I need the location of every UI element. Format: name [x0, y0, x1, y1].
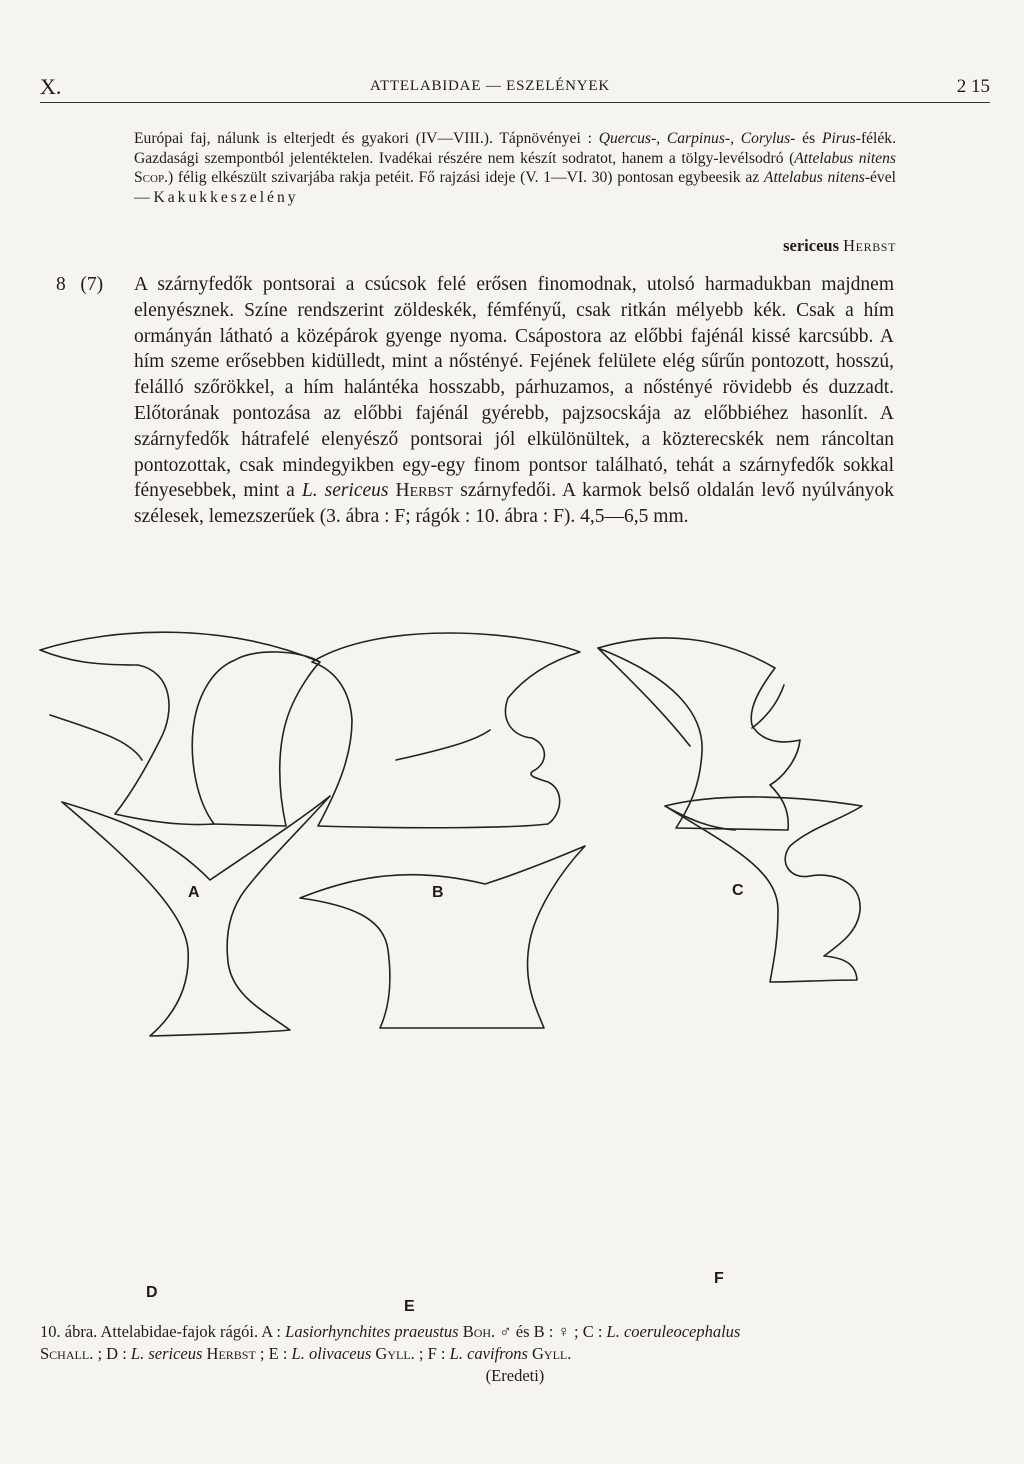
author-name: Boh.: [462, 1322, 496, 1341]
intro-text: -ével —: [134, 169, 896, 206]
intro-paragraph: [134, 129, 896, 207]
mandible-figure: [0, 610, 1024, 1320]
header-rule: [40, 102, 990, 103]
caption-text: ♂ és B : ♀ ; C :: [495, 1322, 607, 1341]
common-name: Kakukkeszelény: [153, 188, 299, 206]
mandible-outline-f: [665, 797, 862, 982]
author-name: Herbst: [395, 480, 454, 502]
taxon-name: L. sericeus: [301, 480, 389, 502]
couplet-text-part: szárnyfedői. A karmok belső oldalán levő nyúlványok szélesek, lemezszerűek (3. ábra : F; rágók : 10. ábra : F). 4,5—6,5 mm.: [134, 480, 894, 528]
couplet-text: [134, 272, 894, 530]
author-name: Gyll.: [532, 1344, 572, 1363]
taxon-name: Quercus-, Carpinus-, Corylus-: [598, 130, 796, 147]
species-name: sericeus: [783, 236, 840, 255]
intro-text: -félék. Gazdasági szempontból jelentéktelen. Ivadékai részére nem készít sodratot, hanem a tölgy-levélsodró (: [134, 130, 897, 167]
figure-label-a: A: [188, 884, 200, 901]
author-name: Schall.: [40, 1344, 94, 1363]
figure-caption: [40, 1321, 990, 1387]
taxon-name: Lasiorhynchites praeustus: [285, 1322, 459, 1341]
figure-label-e: E: [404, 1298, 415, 1315]
taxon-name: L. coeruleocephalus: [606, 1322, 741, 1341]
caption-text: ; F :: [414, 1344, 450, 1363]
caption-line: [40, 1343, 990, 1365]
mandible-outline-e: [300, 846, 585, 1028]
mandible-outline-b: [312, 633, 580, 828]
author-name: Scop.: [134, 169, 168, 187]
mandible-outline-d: [62, 796, 330, 1036]
mandible-outline-c: [598, 638, 800, 830]
taxon-name: Attelabus nitens: [763, 169, 865, 187]
taxon-name: L. cavifrons: [449, 1344, 528, 1363]
caption-text: 10. ábra. Attelabidae-fajok rágói. A :: [40, 1322, 286, 1341]
couplet-index: 8: [56, 274, 66, 295]
figure-label-b: B: [432, 884, 444, 901]
caption-source: (Eredeti): [485, 1366, 545, 1385]
species-author: Herbst: [843, 236, 896, 255]
mandible-outline-a: [40, 632, 320, 826]
author-name: Herbst: [206, 1344, 256, 1363]
author-name: Gyll.: [375, 1344, 415, 1363]
taxon-name: Attelabus nitens: [794, 149, 896, 167]
caption-text: ; E :: [255, 1344, 292, 1363]
page-header: [40, 64, 990, 99]
taxon-name: L. olivaceus: [291, 1344, 372, 1363]
chapter-number: X.: [40, 74, 62, 99]
figure-label-f: F: [714, 1270, 724, 1287]
figure-label-c: C: [732, 882, 744, 899]
page-number: 2 15: [956, 76, 990, 97]
running-title: ATTELABIDAE — ESZELÉNYEK: [370, 78, 610, 94]
intro-text: Európai faj, nálunk is elterjedt és gyakori (IV—VIII.). Tápnövényei :: [134, 130, 599, 147]
couplet-text-part: A szárnyfedők pontsorai a csúcsok felé erősen finomodnak, utolsó harmadukban majdnem elenyésznek. Színe rendszerint zöldeskék, fémfényű, csak ritkán mélyebb kék. Csak a hím ormányán látható a középárok gyenge nyoma. Csápostora az előbbi fajénál kissé karcsúbb. A hím szeme erősebben kidülledt, mint a nőstényé. Fejének felülete elég sűrűn pontozott, hosszú, felálló szőrökkel, a hím halántéka hosszabb, párhuzamos, a nőstényé rövidebb és duzzadt. Előtorának pontozása az előbbi fajénál gyérebb, pajzsocskája az előbbiéhez hasonlít. A szárnyfedők hátrafelé elenyésző pontsorai jól elkülönültek, a közterecskék nem ráncoltan pontozottak, csak mindegyikben egy-egy finom pontsor található, tehát a szárnyfedők sokkal fényesebbek, mint a: [134, 274, 894, 502]
couplet-number: [56, 272, 103, 298]
couplet-ref: (7): [80, 274, 104, 295]
intro-text: ) félig elkészült szivarjába rakja petéit. Fő rajzási ideje (V. 1—VI. 30) pontosan egybeesik az: [167, 169, 764, 187]
caption-text: ; D :: [93, 1344, 131, 1363]
taxon-name: L. sericeus: [130, 1344, 203, 1363]
figure-label-d: D: [146, 1284, 158, 1301]
caption-line: [40, 1321, 990, 1343]
taxon-name: Pirus: [821, 130, 856, 147]
species-heading: [783, 236, 896, 256]
intro-text: és: [795, 130, 822, 147]
